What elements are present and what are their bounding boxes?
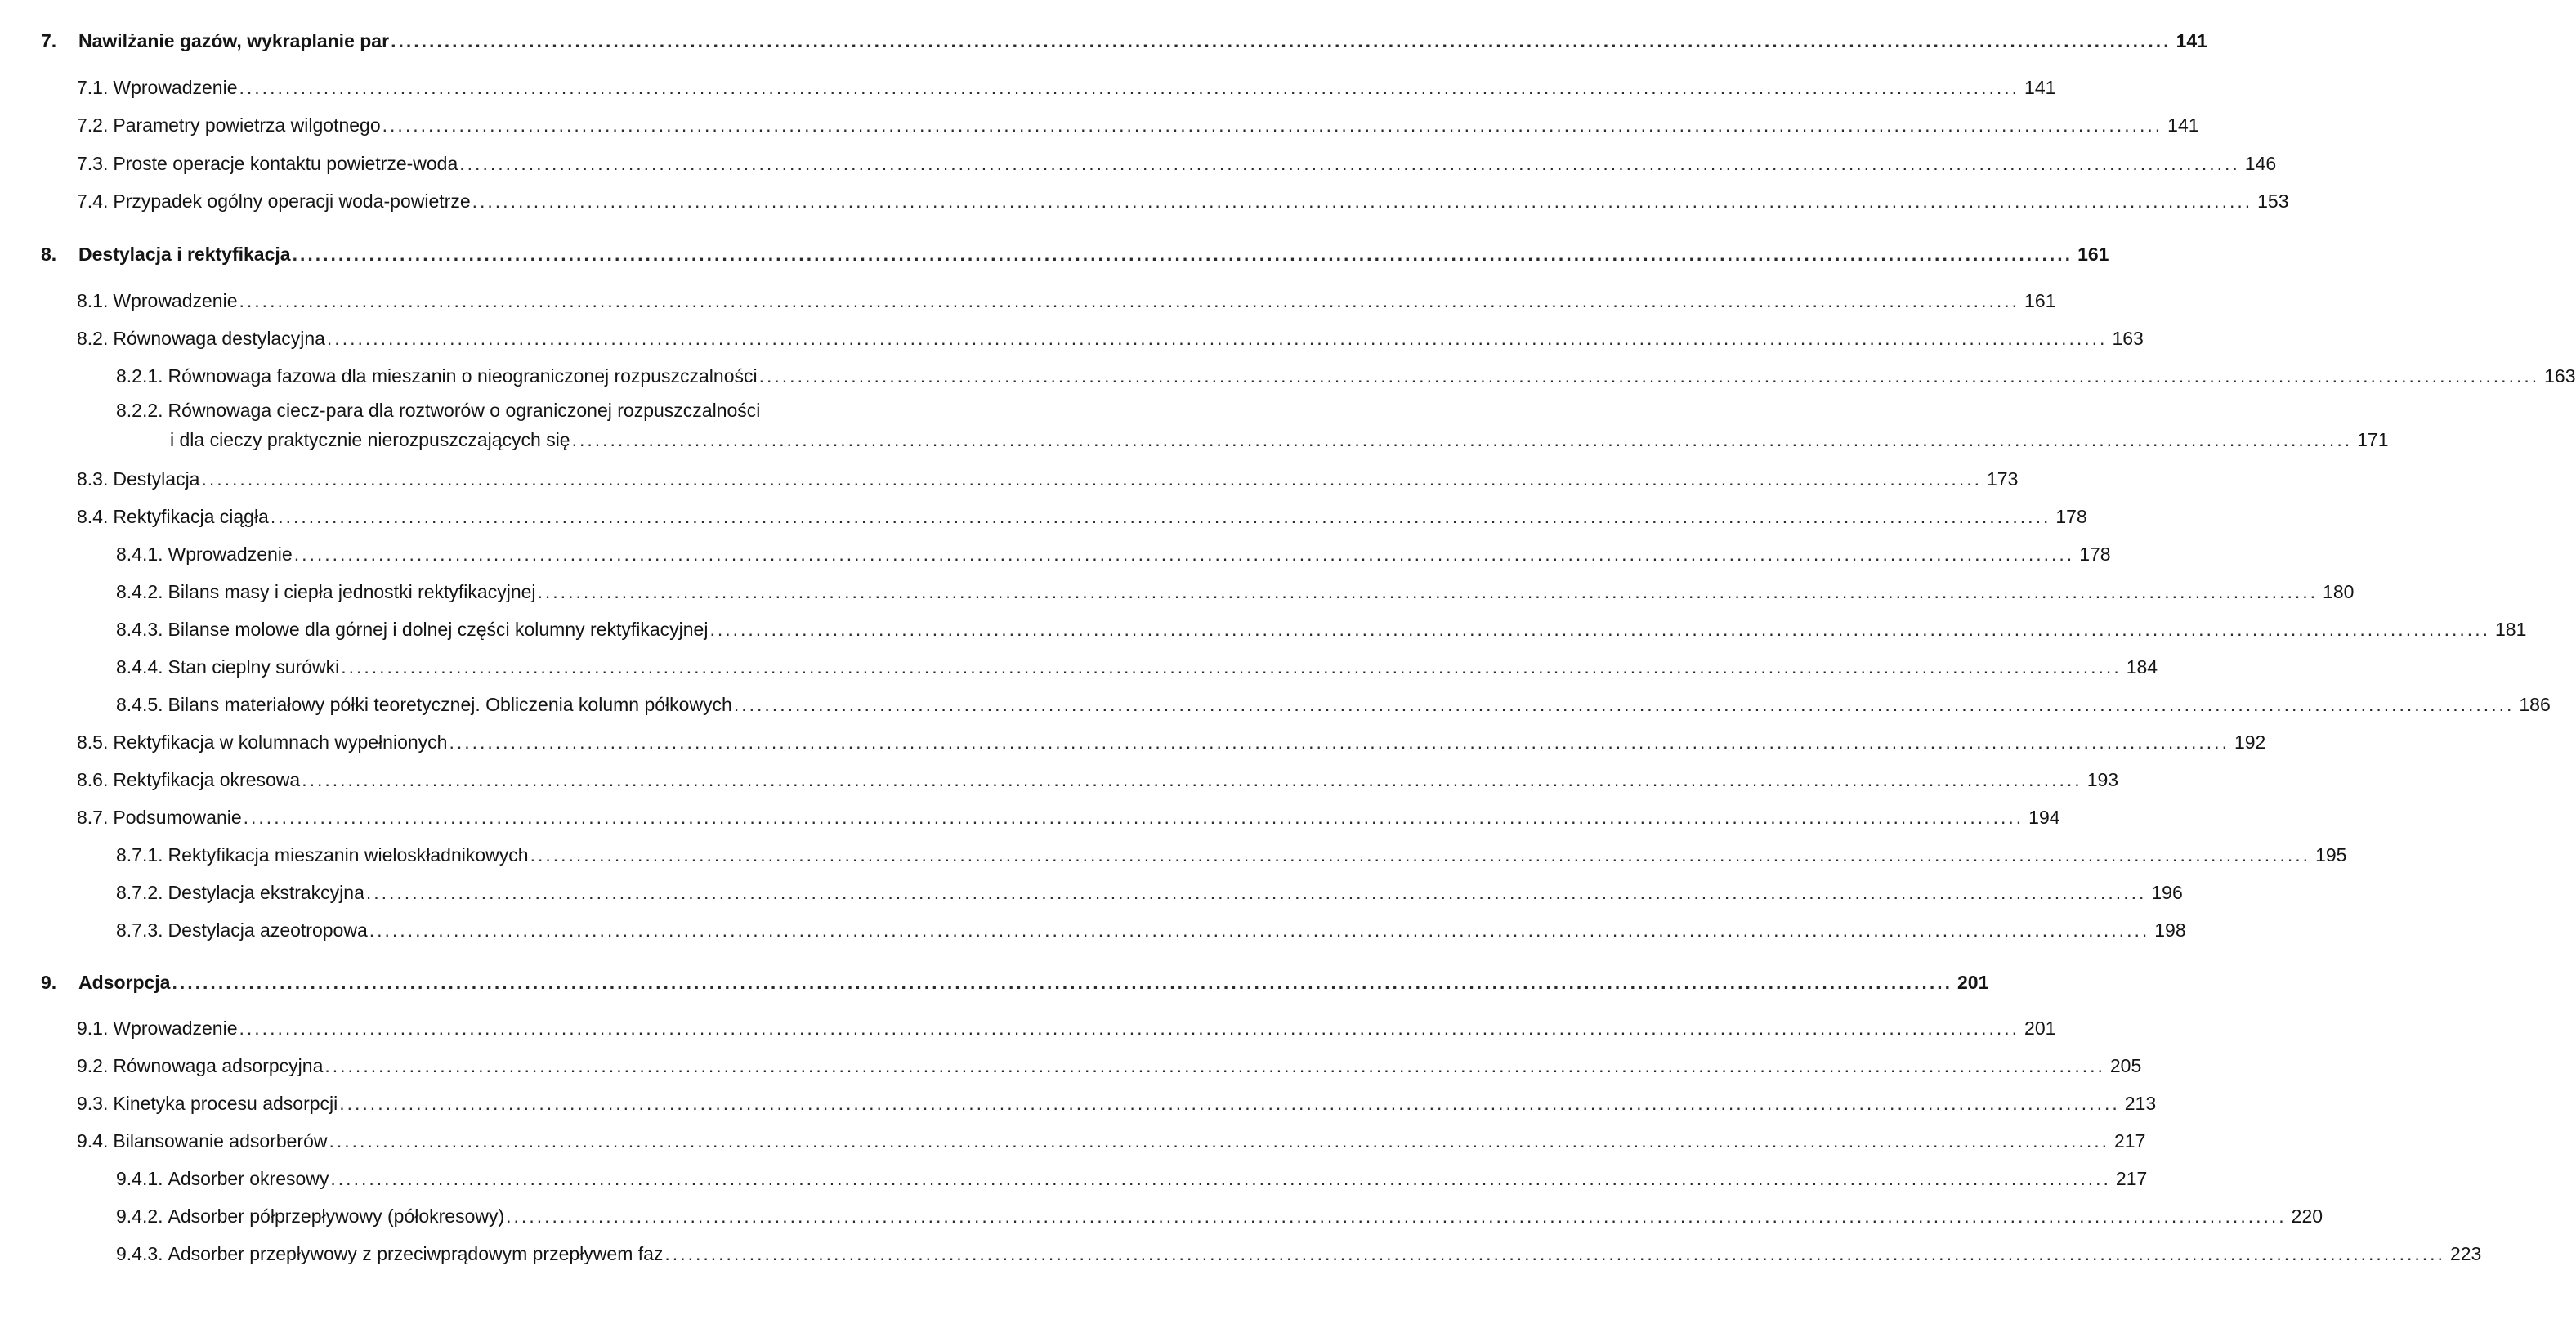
toc-section-entry[interactable] [77, 463, 2019, 490]
dot-leader [759, 365, 2540, 387]
page-number: 146 [2244, 153, 2277, 174]
dot-leader [538, 580, 2319, 603]
subsection-number: 8.7.2. [116, 882, 163, 903]
toc-subsection-entry[interactable] [116, 914, 2186, 942]
dot-leader [369, 919, 2150, 942]
chapter-number: 7. [41, 30, 57, 51]
dot-leader [239, 76, 2020, 99]
page-number: 192 [2234, 731, 2266, 753]
dot-leader [506, 1205, 2287, 1228]
toc-section-entry[interactable] [77, 500, 2087, 528]
page-number: 171 [2357, 429, 2389, 450]
subsection-number: 9.4.1. [116, 1168, 163, 1189]
page-number: 195 [2315, 844, 2347, 866]
dot-leader [172, 971, 1952, 994]
toc-subsection-entry[interactable] [116, 1162, 2148, 1190]
dot-leader [244, 806, 2024, 829]
page-number: 178 [2055, 506, 2087, 527]
subsection-number: 8.7.3. [116, 919, 163, 941]
subsection-title: Stan cieplny surówki [168, 656, 340, 678]
dot-leader [734, 693, 2515, 716]
subsection-number: 8.2.2. [116, 400, 163, 421]
page-number: 178 [2079, 543, 2111, 565]
section-title: Rektyfikacja okresowa [113, 769, 301, 790]
section-number: 7.4. [77, 190, 109, 212]
section-number: 8.4. [77, 506, 109, 527]
dot-leader [339, 1092, 2120, 1115]
section-title: Wprowadzenie [113, 77, 238, 98]
dot-leader [709, 618, 2490, 641]
toc-chapter-entry[interactable] [41, 238, 2109, 266]
dot-leader [366, 881, 2147, 904]
dot-leader [449, 731, 2229, 754]
section-number: 7.2. [77, 114, 109, 136]
subsection-number: 8.4.3. [116, 619, 163, 640]
section-number: 8.3. [77, 468, 109, 490]
page-number: 193 [2086, 769, 2119, 790]
toc-section-entry[interactable] [77, 726, 2266, 754]
page-number: 223 [2449, 1243, 2482, 1264]
page-number: 217 [2114, 1130, 2146, 1152]
page-number: 173 [1987, 468, 2019, 490]
page-number: 184 [2126, 656, 2158, 678]
dot-leader [664, 1242, 2445, 1265]
page-number: 161 [2024, 290, 2056, 311]
section-title: Rektyfikacja w kolumnach wypełnionych [113, 731, 448, 753]
page-number: 181 [2494, 619, 2527, 640]
subsection-title: Równowaga ciecz-para dla roztworów o ograniczonej rozpuszczalności [168, 400, 761, 421]
dot-leader [294, 543, 2075, 566]
dot-leader [302, 768, 2082, 791]
toc-section-entry[interactable] [77, 1012, 2056, 1040]
dot-leader [201, 467, 1982, 490]
toc-section-entry[interactable] [77, 185, 2289, 212]
toc-subsection-entry[interactable] [116, 613, 2527, 641]
subsection-title-continued: i dla cieczy praktycznie nierozpuszczających się [170, 429, 570, 450]
subsection-title: Destylacja ekstrakcyjna [168, 882, 364, 903]
section-title: Parametry powietrza wilgotnego [113, 114, 381, 136]
dot-leader [239, 289, 2020, 312]
toc-subsection-entry[interactable] [116, 651, 2158, 678]
page-number: 163 [2112, 328, 2144, 349]
subsection-title: Adsorber półprzepływowy (półokresowy) [168, 1205, 505, 1227]
subsection-number: 9.4.3. [116, 1243, 163, 1264]
toc-section-entry[interactable] [77, 322, 2144, 350]
subsection-title: Adsorber przepływowy z przeciwprądowym przepływem faz [168, 1243, 664, 1264]
page-number: 163 [2544, 365, 2576, 387]
page-number: 186 [2519, 694, 2551, 715]
toc-subsection-entry[interactable] [116, 1200, 2323, 1228]
section-number: 9.2. [77, 1055, 109, 1076]
dot-leader [341, 655, 2122, 678]
section-title: Kinetyka procesu adsorpcji [113, 1093, 338, 1114]
section-title: Wprowadzenie [113, 290, 238, 311]
toc-subsection-entry[interactable] [116, 688, 2551, 716]
chapter-title: Adsorpcja [78, 972, 171, 993]
dot-leader [324, 1054, 2105, 1077]
dot-leader [459, 152, 2240, 175]
section-number: 8.7. [77, 807, 109, 828]
chapter-number: 8. [41, 244, 57, 265]
dot-leader [329, 1129, 2109, 1152]
toc-section-entry[interactable] [77, 71, 2056, 99]
dot-leader [327, 327, 2108, 350]
toc-section-entry[interactable] [77, 801, 2060, 829]
section-title: Równowaga destylacyjna [113, 328, 325, 349]
page-number: 194 [2028, 807, 2060, 828]
subsection-number: 8.2.1. [116, 365, 163, 387]
toc-subsection-entry[interactable] [116, 538, 2111, 566]
page-number: 220 [2291, 1205, 2323, 1227]
subsection-title: Równowaga fazowa dla mieszanin o nieograniczonej rozpuszczalności [168, 365, 758, 387]
subsection-number: 8.4.2. [116, 581, 163, 602]
subsection-number: 8.4.5. [116, 694, 163, 715]
subsection-title: Adsorber okresowy [168, 1168, 329, 1189]
subsection-title: Bilans materiałowy półki teoretycznej. Obliczenia kolumn półkowych [168, 694, 732, 715]
dot-leader [572, 428, 2353, 451]
toc-chapter-entry[interactable] [41, 25, 2207, 52]
section-number: 9.3. [77, 1093, 109, 1114]
subsection-title: Bilans masy i ciepła jednostki rektyfikacyjnej [168, 581, 536, 602]
toc-subsection-entry[interactable] [116, 360, 2576, 387]
section-number: 9.1. [77, 1018, 109, 1039]
section-number: 8.5. [77, 731, 109, 753]
section-title: Równowaga adsorpcyjna [113, 1055, 324, 1076]
page-number: 161 [2077, 244, 2109, 265]
toc-section-entry[interactable] [77, 109, 2199, 136]
page-number: 196 [2151, 882, 2183, 903]
subsection-number: 9.4.2. [116, 1205, 163, 1227]
page-number: 153 [2257, 190, 2289, 212]
chapter-number: 9. [41, 972, 57, 993]
toc-subsection-entry[interactable] [116, 396, 2389, 454]
dot-leader [330, 1167, 2111, 1190]
section-title: Wprowadzenie [113, 1018, 238, 1039]
dot-leader [239, 1017, 2020, 1040]
dot-leader [293, 243, 2073, 266]
dot-leader [391, 29, 2171, 52]
dot-leader [271, 505, 2051, 528]
page-number: 201 [1957, 972, 1989, 993]
section-title: Przypadek ogólny operacji woda-powietrze [113, 190, 471, 212]
subsection-title: Wprowadzenie [168, 543, 293, 565]
section-title: Rektyfikacja ciągła [113, 506, 269, 527]
toc-section-entry[interactable] [77, 1125, 2146, 1152]
toc-section-entry[interactable] [77, 763, 2119, 791]
page-number: 201 [2024, 1018, 2056, 1039]
subsection-number: 8.7.1. [116, 844, 163, 866]
page-number: 141 [2167, 114, 2199, 136]
page-number: 141 [2176, 30, 2207, 51]
section-title: Podsumowanie [113, 807, 242, 828]
section-title: Proste operacje kontaktu powietrze-woda [113, 153, 458, 174]
subsection-number: 8.4.1. [116, 543, 163, 565]
toc-chapter-entry[interactable] [41, 966, 1989, 994]
page-number: 217 [2115, 1168, 2148, 1189]
toc-subsection-entry[interactable] [116, 876, 2183, 904]
section-number: 8.2. [77, 328, 109, 349]
page-number: 198 [2154, 919, 2186, 941]
toc-section-entry[interactable] [77, 147, 2277, 175]
toc-subsection-entry[interactable] [116, 839, 2347, 866]
subsection-title: Rektyfikacja mieszanin wieloskładnikowych [168, 844, 529, 866]
dot-leader [382, 114, 2163, 136]
chapter-title: Destylacja i rektyfikacja [78, 244, 291, 265]
section-title: Destylacja [113, 468, 200, 490]
section-number: 9.4. [77, 1130, 109, 1152]
chapter-title: Nawilżanie gazów, wykraplanie par [78, 30, 390, 51]
page-number: 205 [2109, 1055, 2142, 1076]
dot-leader [530, 843, 2311, 866]
page-number: 180 [2323, 581, 2355, 602]
subsection-title: Destylacja azeotropowa [168, 919, 368, 941]
toc-subsection-entry[interactable] [116, 575, 2355, 603]
subsection-number: 8.4.4. [116, 656, 163, 678]
section-number: 8.6. [77, 769, 109, 790]
toc-section-entry[interactable] [77, 284, 2056, 312]
section-number: 7.1. [77, 77, 109, 98]
section-number: 8.1. [77, 290, 109, 311]
toc-section-entry[interactable] [77, 1087, 2157, 1115]
toc-section-entry[interactable] [77, 1049, 2142, 1077]
toc-subsection-entry[interactable] [116, 1237, 2482, 1265]
page-number: 141 [2024, 77, 2056, 98]
section-title: Bilansowanie adsorberów [113, 1130, 328, 1152]
section-number: 7.3. [77, 153, 109, 174]
page-number: 213 [2124, 1093, 2157, 1114]
subsection-title: Bilanse molowe dla górnej i dolnej części kolumny rektyfikacyjnej [168, 619, 709, 640]
dot-leader [472, 190, 2253, 212]
